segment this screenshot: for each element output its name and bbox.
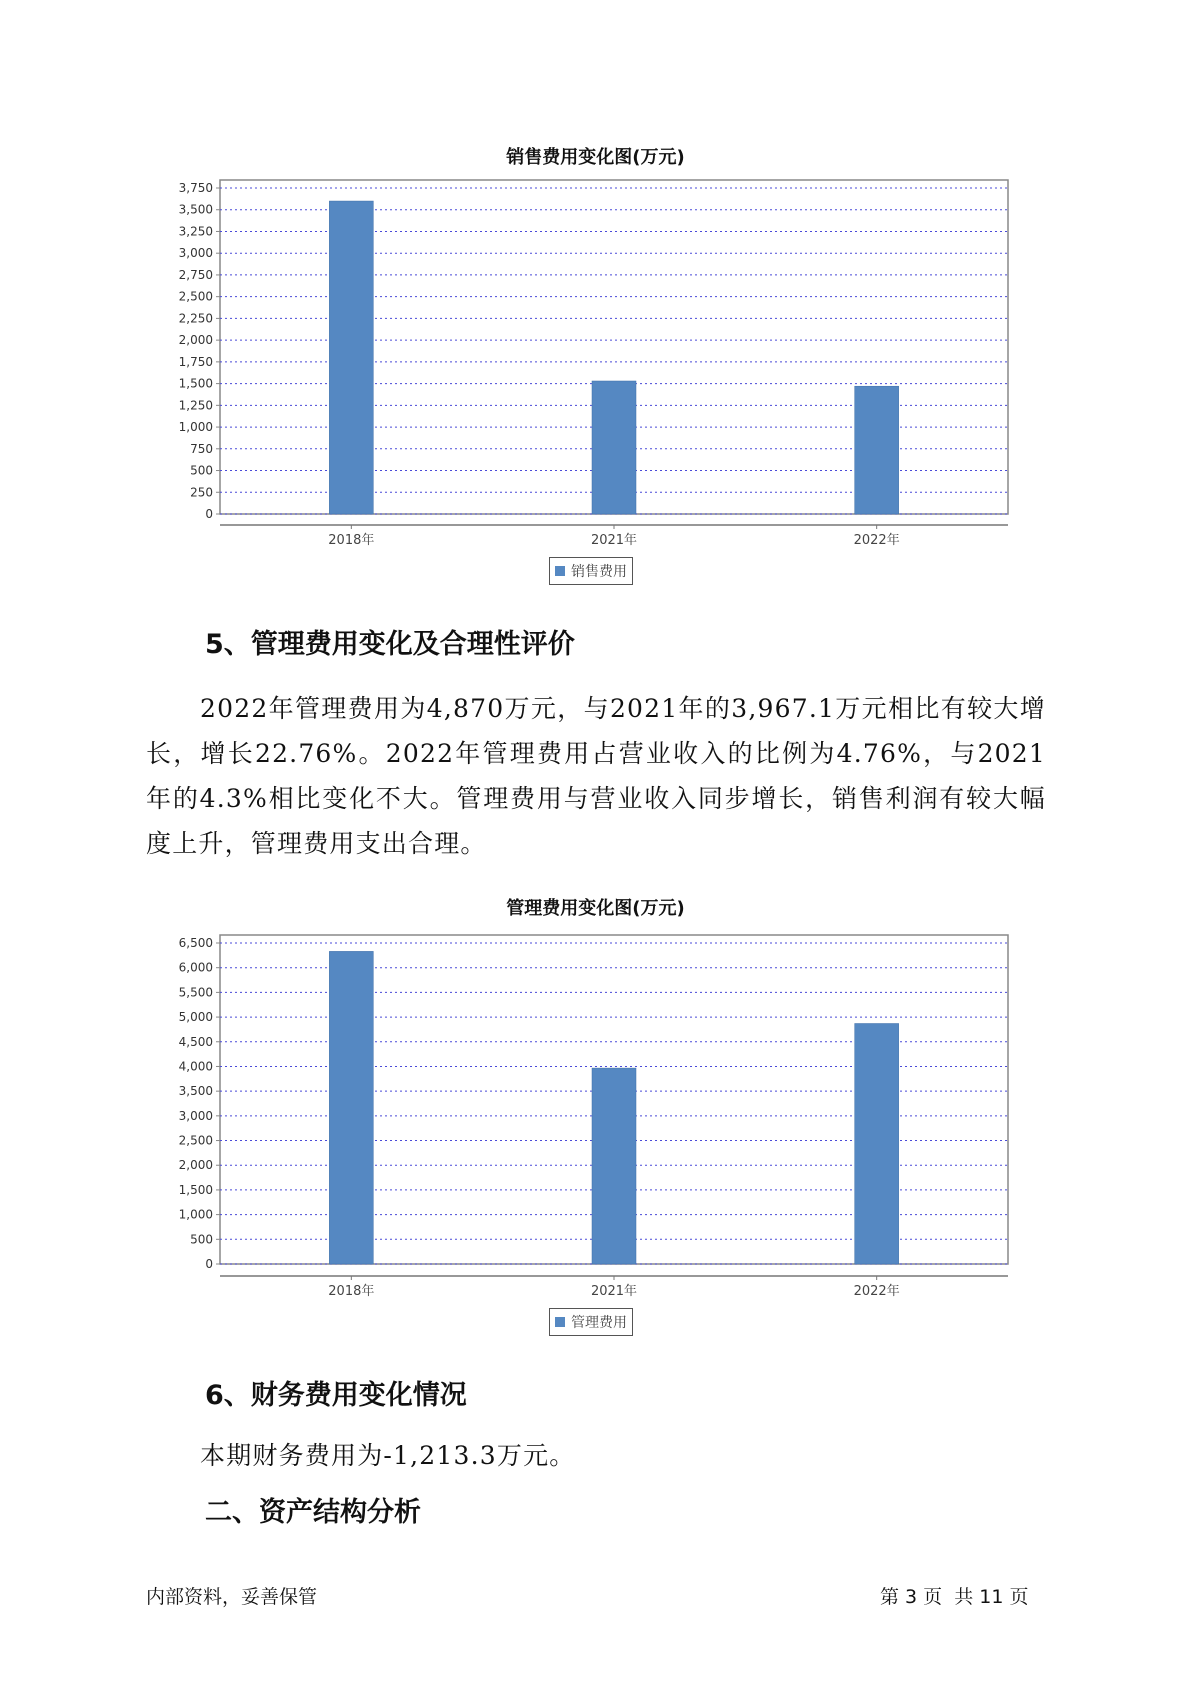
y-tick-label: 5,500 [178,985,213,1000]
bar [592,1068,636,1264]
legend-label: 销售费用 [571,564,627,580]
y-tick-label: 1,000 [178,420,213,435]
section-heading-2: 二、资产结构分析 [205,1497,421,1528]
y-tick-label: 2,000 [178,1158,213,1173]
legend-swatch-icon [555,1317,565,1327]
y-tick-label: 3,500 [178,202,213,217]
x-tick-label: 2022年 [853,1284,900,1299]
x-tick-label: 2018年 [328,533,375,548]
x-tick-label: 2022年 [853,533,900,548]
y-tick-label: 500 [190,1232,213,1247]
y-tick-label: 2,250 [178,311,213,326]
y-tick-label: 1,500 [178,376,213,391]
y-tick-label: 750 [190,441,213,456]
section-5-paragraph: 2022年管理费用为4,870万元，与2021年的3,967.1万元相比有较大增长，增长22.76%。2022年管理费用占营业收入的比例为4.76%，与2021年的4.3%相比变化不大。管理费用与营业收入同步增长，销售利润有较大幅度上升，管理费用支出合理。 [146,694,1046,858]
section-heading-6: 6、财务费用变化情况 [205,1380,467,1411]
y-tick-label: 5,000 [178,1010,213,1025]
legend-label: 管理费用 [571,1315,627,1331]
x-tick-label: 2021年 [590,1284,638,1299]
y-tick-label: 2,000 [178,333,213,348]
x-tick-label: 2021年 [590,533,638,548]
y-tick-label: 1,250 [178,398,213,413]
footer-confidential: 内部资料，妥善保管 [146,1586,318,1608]
y-tick-label: 1,500 [178,1182,213,1197]
bar [855,1023,899,1264]
y-tick-label: 4,500 [178,1034,213,1049]
y-tick-label: 1,000 [178,1207,213,1222]
footer-page-number: 第 3 页 共 11 页 [880,1586,1029,1608]
y-tick-label: 2,750 [178,267,213,282]
y-tick-label: 2,500 [178,289,213,304]
y-tick-label: 0 [205,507,213,521]
y-tick-label: 500 [190,463,213,478]
section-6-paragraph: 本期财务费用为-1,213.3万元。 [200,1441,576,1470]
y-tick-label: 250 [190,485,213,500]
chart-title-admin-expense: 管理费用变化图(万元) [506,898,685,919]
y-tick-label: 3,250 [178,224,213,239]
x-tick-label: 2018年 [328,1284,375,1299]
y-tick-label: 6,500 [178,936,213,950]
y-tick-label: 3,000 [178,246,213,261]
chart-legend-admin [549,1308,633,1336]
y-tick-label: 2,500 [178,1133,213,1148]
chart-title-sales-expense: 销售费用变化图(万元) [506,147,685,168]
y-tick-label: 3,750 [178,181,213,195]
y-tick-label: 1,750 [178,354,213,369]
section-heading-5: 5、管理费用变化及合理性评价 [205,629,575,660]
y-tick-label: 3,000 [178,1108,213,1123]
y-tick-label: 3,500 [178,1084,213,1099]
bar [329,951,373,1264]
y-tick-label: 6,000 [178,960,213,975]
y-tick-label: 4,000 [178,1059,213,1074]
y-tick-label: 0 [205,1257,213,1271]
